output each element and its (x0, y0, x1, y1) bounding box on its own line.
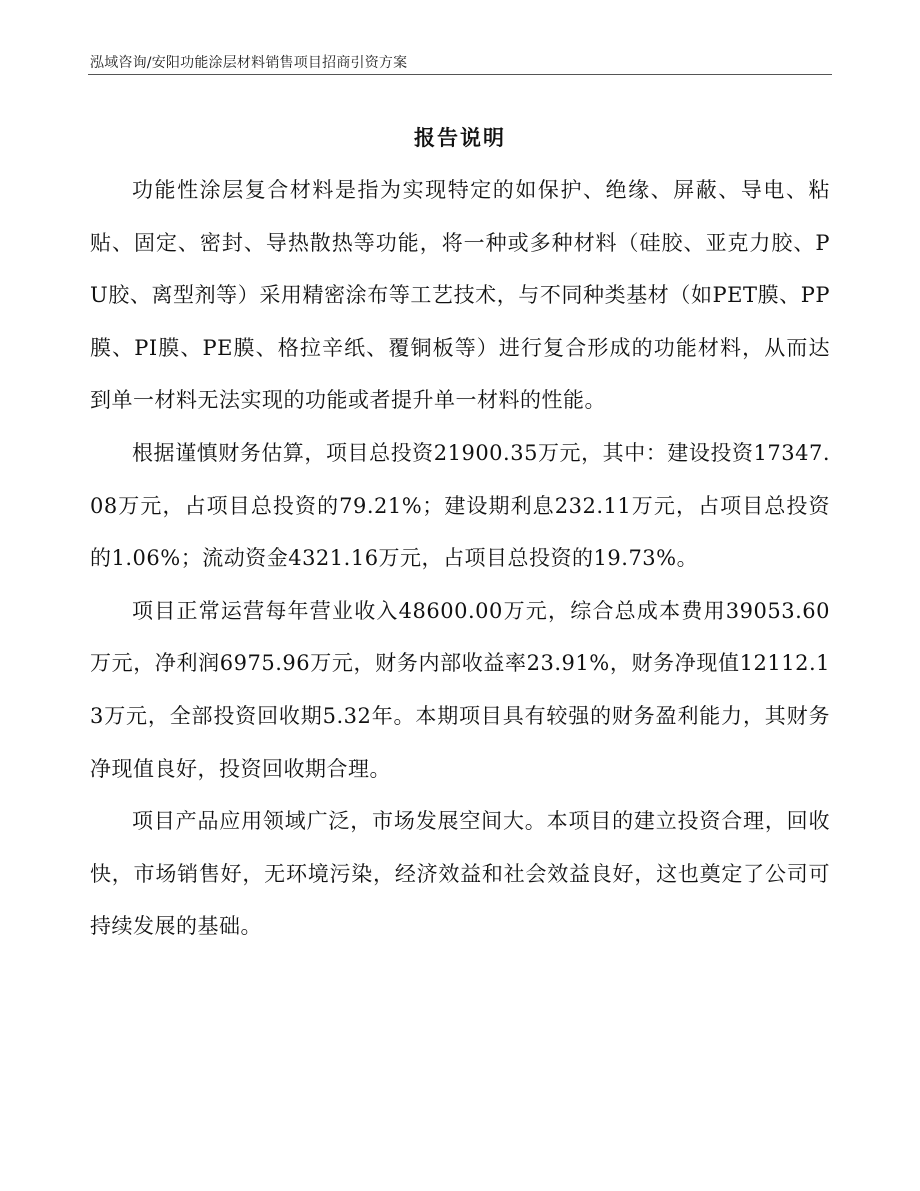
body-text (90, 164, 830, 953)
paragraph-conclusion: 项目产品应用领域广泛，市场发展空间大。本项目的建立投资合理，回收快，市场销售好，无环境污染，经济效益和社会效益良好，这也奠定了公司可持续发展的基础。 (90, 809, 830, 939)
page-title: 报告说明 (414, 126, 506, 150)
header-divider (88, 74, 832, 75)
paragraph-intro: 功能性涂层复合材料是指为实现特定的如保护、绝缘、屏蔽、导电、粘贴、固定、密封、导热散热等功能，将一种或多种材料（硅胶、亚克力胶、PU胶、离型剂等）采用精密涂布等工艺技术，与不同种类基材（如PET膜、PP膜、PI膜、PE膜、格拉辛纸、覆铜板等）进行复合形成的功能材料，从而达到单一材料无法实现的功能或者提升单一材料的性能。 (90, 178, 830, 413)
paragraph-investment: 根据谨慎财务估算，项目总投资21900.35万元，其中：建设投资17347.08万元，占项目总投资的79.21%；建设期利息232.11万元，占项目总投资的1.06%；流动资金4321.16万元，占项目总投资的19.73%。 (90, 440, 830, 571)
paragraph-financials: 项目正常运营每年营业收入48600.00万元，综合总成本费用39053.60万元，净利润6975.96万元，财务内部收益率23.91%，财务净现值12112.13万元，全部投资回收期5.32年。本期项目具有较强的财务盈利能力，其财务净现值良好，投资回收期合理。 (90, 598, 830, 781)
running-header: 泓域咨询/安阳功能涂层材料销售项目招商引资方案 (90, 55, 408, 71)
